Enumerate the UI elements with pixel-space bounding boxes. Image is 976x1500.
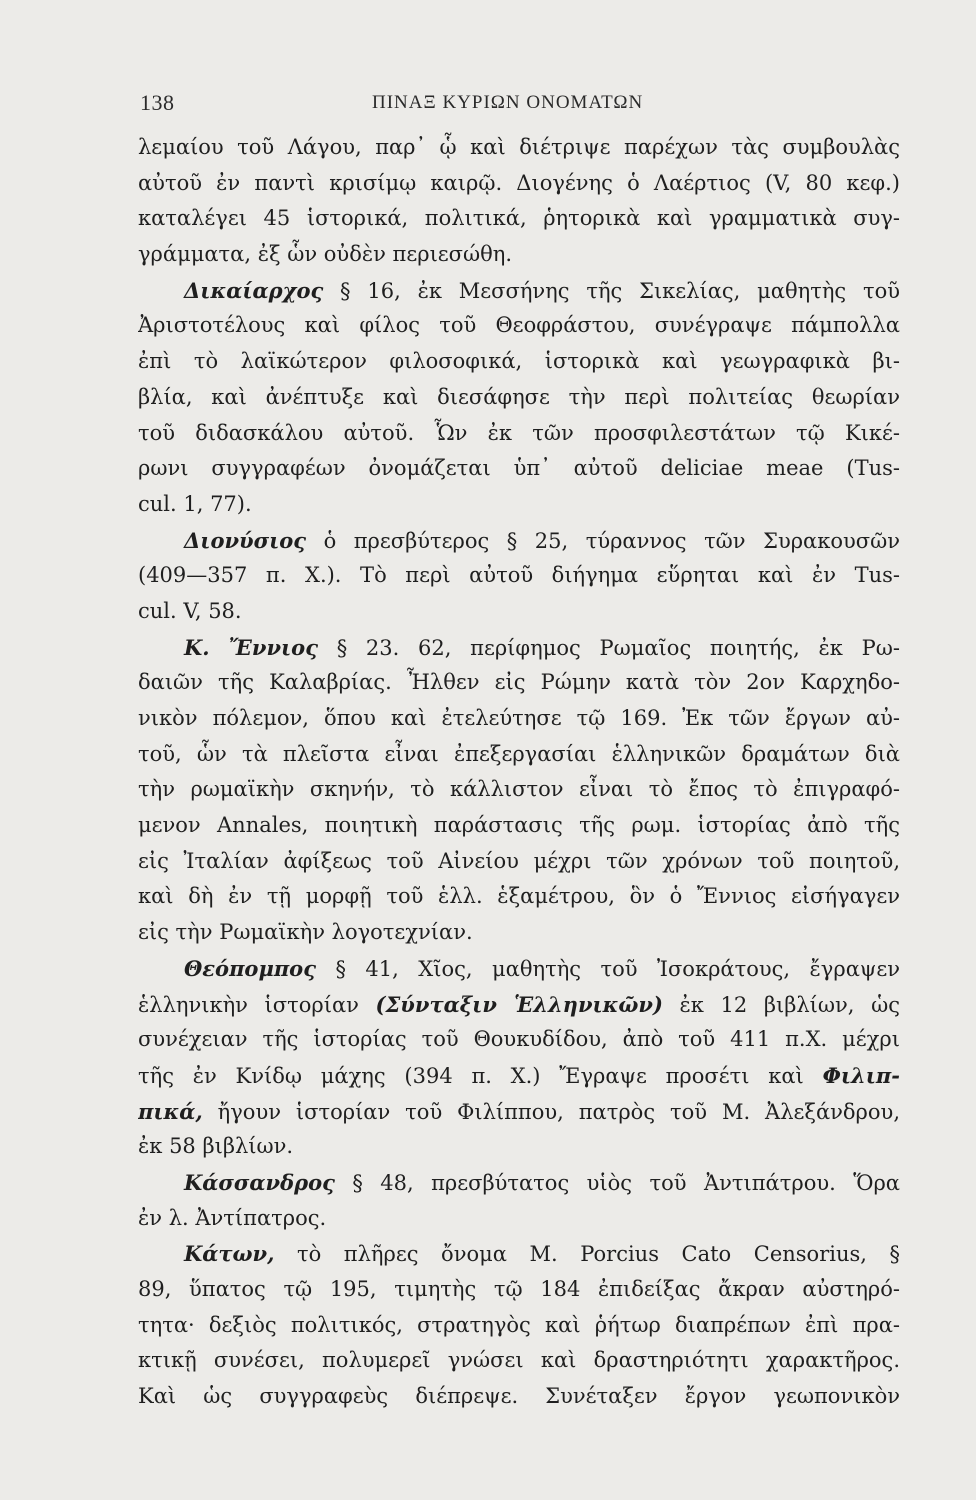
running-title: ΠΙΝΑΞ ΚΥΡΙΩΝ ΟΝΟΜΑΤΩΝ bbox=[372, 92, 644, 113]
text-segment: λεμαίου τοῦ Λάγου, παρ᾿ ᾧ καὶ διέτριψε παρέχων τὰς συμβουλὰς bbox=[138, 135, 900, 159]
text-line bbox=[138, 1272, 900, 1308]
text-line bbox=[138, 1343, 900, 1379]
text-segment: ρωνι συγγραφέων ὀνομάζεται ὑπ᾿ αὐτοῦ deliciae meae (Tus- bbox=[138, 456, 900, 481]
text-line bbox=[138, 1308, 900, 1344]
text-segment: § 23. 62, περίφημος Ρωμαῖος ποιητής, ἐκ Ρω- bbox=[317, 635, 900, 660]
headword: Θεόπομπος bbox=[184, 955, 316, 981]
text-line bbox=[138, 808, 900, 844]
text-line bbox=[138, 1058, 900, 1094]
text-line bbox=[138, 451, 900, 487]
text-line bbox=[138, 166, 900, 202]
headword: Κάσσανδρος bbox=[184, 1169, 335, 1195]
page-number: 138 bbox=[140, 90, 175, 115]
text-segment: Καὶ ὡς συγγραφεὺς διέπρεψε. Συνέταξεν ἔργον γεωπονικὸν bbox=[138, 1384, 900, 1409]
page-header bbox=[140, 90, 900, 120]
text-segment: cul. 1, 77). bbox=[138, 491, 252, 516]
text-line bbox=[138, 1201, 900, 1237]
text-segment: εἰς τὴν Ρωμαϊκὴν λογοτεχνίαν. bbox=[138, 920, 473, 945]
text-segment: γράμματα, ἐξ ὧν οὐδὲν περιεσώθη. bbox=[138, 242, 513, 267]
text-line bbox=[138, 201, 900, 237]
text-segment: ἐκ 12 βιβλίων, ὡς bbox=[662, 992, 900, 1017]
body-text bbox=[138, 130, 900, 1415]
text-line bbox=[138, 665, 900, 701]
text-segment: § 48, πρεσβύτατος υἱὸς τοῦ Ἀντιπάτρου. Ὅρα bbox=[334, 1170, 900, 1195]
text-line bbox=[138, 416, 900, 452]
text-segment: τῆς ἐν Κνίδῳ μάχης (394 π. Χ.) Ἔγραψε προσέτι καὶ bbox=[138, 1063, 823, 1088]
text-line bbox=[138, 1165, 900, 1201]
text-segment: κτικῇ συνέσει, πολυμερεῖ γνώσει καὶ δραστηριότητι χαρακτῆρος. bbox=[138, 1348, 900, 1373]
text-line bbox=[138, 380, 900, 416]
text-segment: αὐτοῦ ἐν παντὶ κρισίμῳ καιρῷ. Διογένης ὁ Λαέρτιος (V, 80 κεφ.) bbox=[138, 170, 900, 195]
text-line bbox=[138, 1094, 900, 1130]
text-line bbox=[138, 487, 900, 523]
text-segment: καὶ δὴ ἐν τῇ μορφῇ τοῦ ἑλλ. ἑξαμέτρου, ὃν ὁ Ἔννιος εἰσήγαγεν bbox=[138, 884, 900, 909]
text-segment: καταλέγει 45 ἱστορικά, πολιτικά, ῥητορικὰ καὶ γραμματικὰ συγ- bbox=[138, 206, 900, 231]
text-line bbox=[138, 951, 900, 987]
text-line bbox=[138, 701, 900, 737]
text-line bbox=[138, 130, 900, 166]
headword: (Σύνταξιν Ἑλληνικῶν) bbox=[375, 991, 663, 1017]
text-segment: Ἀριστοτέλους καὶ φίλος τοῦ Θεοφράστου, συνέγραψε πάμπολλα bbox=[138, 313, 900, 338]
text-segment: cul. V, 58. bbox=[138, 598, 242, 623]
text-segment: ἤγουν ἱστορίαν τοῦ Φιλίππου, πατρὸς τοῦ Μ. Ἀλεξάνδρου, bbox=[202, 1099, 900, 1124]
text-line bbox=[138, 1022, 900, 1058]
text-line bbox=[138, 523, 900, 559]
text-line bbox=[138, 594, 900, 630]
headword: Δικαίαρχος bbox=[184, 277, 324, 303]
text-line bbox=[138, 273, 900, 309]
headword: Κ. Ἔννιος bbox=[184, 634, 318, 660]
text-segment: δαιῶν τῆς Καλαβρίας. Ἦλθεν εἰς Ρώμην κατὰ τὸν 2ον Καρχηδο- bbox=[138, 670, 900, 695]
text-segment: § 41, Χῖος, μαθητὴς τοῦ Ἰσοκράτους, ἔγραψεν bbox=[315, 956, 900, 981]
text-segment: ἐν λ. Ἀντίπατρος. bbox=[138, 1205, 327, 1230]
text-line bbox=[138, 1379, 900, 1415]
headword: Φιλιπ- bbox=[822, 1062, 900, 1088]
text-segment: ἑλληνικὴν ἱστορίαν bbox=[138, 992, 376, 1017]
text-segment: ἐκ 58 βιβλίων. bbox=[138, 1134, 294, 1159]
text-segment: τοῦ διδασκάλου αὐτοῦ. Ὧν ἐκ τῶν προσφιλεστάτων τῷ Κικέ- bbox=[138, 420, 900, 445]
text-line bbox=[138, 237, 900, 273]
text-segment: νικὸν πόλεμον, ὅπου καὶ ἐτελεύτησε τῷ 169. Ἐκ τῶν ἔργων αὐ- bbox=[138, 706, 900, 730]
text-segment: τητα· δεξιὸς πολιτικός, στρατηγὸς καὶ ῥήτωρ διαπρέπων ἐπὶ πρα- bbox=[138, 1312, 900, 1337]
text-segment: τοῦ, ὧν τὰ πλεῖστα εἶναι ἐπεξεργασίαι ἑλληνικῶν δραμάτων διὰ bbox=[138, 741, 900, 766]
text-line bbox=[138, 558, 900, 594]
headword: Διονύσιος bbox=[184, 527, 307, 553]
text-segment: ἐπὶ τὸ λαϊκώτερον φιλοσοφικά, ἱστορικὰ καὶ γεωγραφικὰ βι- bbox=[138, 349, 900, 374]
text-segment: § 16, ἐκ Μεσσήνης τῆς Σικελίας, μαθητὴς τοῦ bbox=[323, 278, 900, 303]
text-segment: εἰς Ἰταλίαν ἀφίξεως τοῦ Αἰνείου μέχρι τῶν χρόνων τοῦ ποιητοῦ, bbox=[138, 848, 900, 873]
text-segment: συνέχειαν τῆς ἱστορίας τοῦ Θουκυδίδου, ἀπὸ τοῦ 411 π.Χ. μέχρι bbox=[138, 1027, 900, 1052]
text-segment: βλία, καὶ ἀνέπτυξε καὶ διεσάφησε τὴν περὶ πολιτείας θεωρίαν bbox=[138, 384, 900, 409]
text-line bbox=[138, 630, 900, 666]
text-line bbox=[138, 344, 900, 380]
text-line bbox=[138, 737, 900, 773]
text-segment: ὁ πρεσβύτερος § 25, τύραννος τῶν Συρακουσῶν bbox=[306, 528, 900, 553]
text-segment: τὴν ρωμαϊκὴν σκηνήν, τὸ κάλλιστον εἶναι τὸ ἔπος τὸ ἐπιγραφό- bbox=[138, 777, 900, 802]
headword: πικά, bbox=[138, 1098, 203, 1124]
text-line bbox=[138, 1129, 900, 1165]
headword: Κάτων, bbox=[184, 1241, 275, 1267]
text-line bbox=[138, 1236, 900, 1272]
text-line bbox=[138, 308, 900, 344]
text-segment: τὸ πλῆρες ὄνομα M. Porcius Cato Censorius, § bbox=[274, 1242, 900, 1267]
text-line bbox=[138, 879, 900, 915]
text-line bbox=[138, 844, 900, 880]
text-segment: (409—357 π. Χ.). Τὸ περὶ αὐτοῦ διήγημα εὕρηται καὶ ἐν Tus- bbox=[138, 563, 900, 588]
text-segment: 89, ὕπατος τῷ 195, τιμητὴς τῷ 184 ἐπιδείξας ἄκραν αὐστηρό- bbox=[138, 1277, 900, 1301]
text-segment: μενον Annales, ποιητικὴ παράστασις τῆς ρωμ. ἱστορίας ἀπὸ τῆς bbox=[138, 813, 900, 838]
text-line bbox=[138, 772, 900, 808]
text-line bbox=[138, 915, 900, 951]
text-line bbox=[138, 987, 900, 1023]
